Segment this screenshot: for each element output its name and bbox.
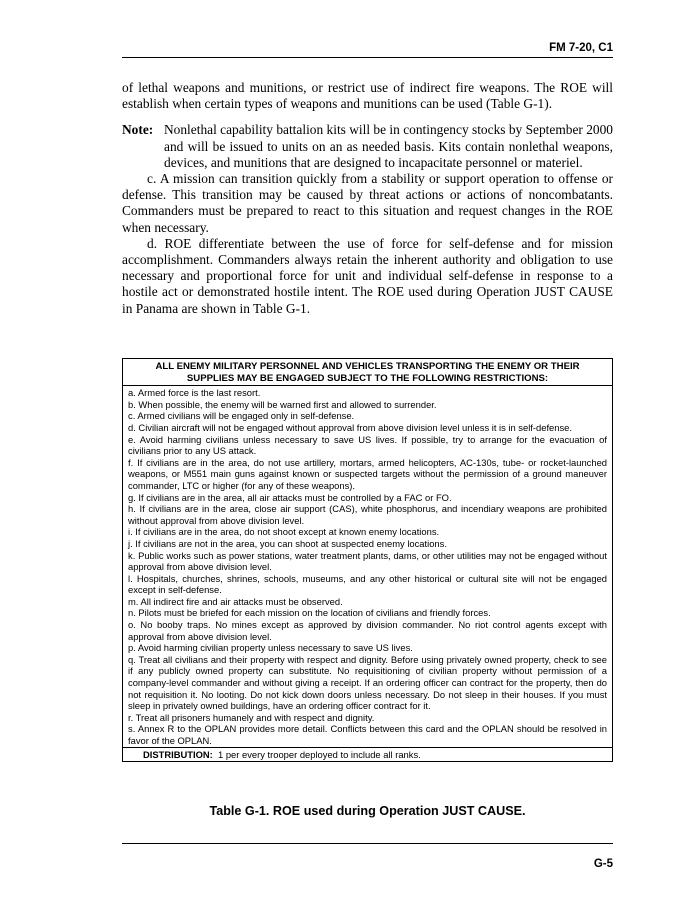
roe-item-i: i. If civilians are in the area, do not shoot except at known enemy locations. (128, 526, 440, 538)
roe-item-q: q. Treat all civilians and their property with respect and dignity. Before using privately owned property, check to see if any publicly owned property can substitute. No requisitioning of civilian property without permission of a company-level commander and without giving a receipt. If an ordering officer can contract for the property, then do not requisition it. No looting. Do not kick down doors unless necessary. Do not sleep in their houses. If you must sleep in privately owned buildings, have an ordering officer contract for it. (128, 653, 607, 712)
roe-item-k: k. Public works such as power stations, water treatment plants, dams, or other utilities may not be engaged without approval from above division level. (128, 549, 607, 573)
roe-item-b: b. When possible, the enemy will be warned first and allowed to surrender. (128, 398, 437, 410)
roe-item-n: n. Pilots must be briefed for each mission on the location of civilians and friendly forces. (128, 607, 491, 619)
note-block (122, 122, 613, 171)
roe-item-d: d. Civilian aircraft will not be engaged without approval from above division level unless it is in self-defense. (128, 421, 572, 433)
footer-rule (122, 843, 613, 844)
roe-item-c: c. Armed civilians will be engaged only in self-defense. (128, 410, 355, 422)
roe-item-h: h. If civilians are in the area, close air support (CAS), white phosphorus, and incendiary weapons are prohibited without approval from above division level. (128, 503, 607, 526)
document-id: FM 7-20, C1 (549, 42, 613, 54)
roe-item-g: g. If civilians are in the area, all air attacks must be controlled by a FAC or FO. (128, 491, 452, 503)
distribution-row (123, 747, 612, 762)
header-rule (122, 57, 613, 58)
roe-item-p: p. Avoid harming civilian property unless necessary to save US lives. (128, 642, 413, 654)
roe-item-s: s. Annex R to the OPLAN provides more detail. Conflicts between this card and the OPLAN should be resolved in favor of the OPLAN. (128, 723, 607, 746)
body-text (122, 80, 613, 317)
distribution-label: DISTRIBUTION: (143, 748, 213, 760)
roe-item-j: j. If civilians are not in the area, you can shoot at suspected enemy locations. (128, 537, 447, 549)
paragraph-d: d. ROE differentiate between the use of force for self-defense and for mission accomplishment. Commanders always retain the inherent authority and obligation to use necessary and proportional force for unit and individual self-defense in response to a hostile act or demonstrated hostile intent. The ROE used during Operation JUST CAUSE in Panama are shown in Table G-1. (122, 235, 613, 316)
intro-paragraph: of lethal weapons and munitions, or restrict use of indirect fire weapons. The ROE will establish when certain types of weapons and munitions can be used (Table G-1). (122, 80, 613, 112)
distribution-text: 1 per every trooper deployed to include all ranks. (218, 748, 421, 760)
roe-table (122, 358, 613, 762)
note-text: Nonlethal capability battalion kits will be in contingency stocks by September 2000 and will be issued to units on an as needed basis. Kits contain nonlethal weapons, devices, and munitions that are designed to incapacitate personnel or materiel. (164, 122, 613, 170)
roe-item-r: r. Treat all prisoners humanely and with respect and dignity. (128, 711, 375, 723)
page-number: G-5 (593, 858, 613, 870)
table-heading: ALL ENEMY MILITARY PERSONNEL AND VEHICLES TRANSPORTING THE ENEMY OR THEIR SUPPLIES MAY BE ENGAGED SUBJECT TO THE FOLLOWING RESTRICTIONS: (123, 359, 612, 386)
roe-item-f: f. If civilians are in the area, do not use artillery, mortars, armed helicopters, AC-130s, tube- or rocket-launched weapons, or M551 main guns against known or suspected targets without the permission of a ground maneuver commander, LTC or higher (for any of these weapons). (128, 456, 607, 491)
table-caption: Table G-1. ROE used during Operation JUST CAUSE. (209, 804, 526, 818)
note-label: Note: (122, 122, 154, 138)
roe-item-a: a. Armed force is the last resort. (128, 387, 261, 399)
paragraph-c: c. A mission can transition quickly from a stability or support operation to offense or defense. This transition may be caused by threat actions or actions of noncombatants. Commanders must be prepared to react to this situation and request changes in the ROE when necessary. (122, 171, 613, 235)
roe-list (123, 386, 612, 746)
roe-item-o: o. No booby traps. No mines except as approved by division commander. No riot control agents except with approval from above division level. (128, 619, 607, 642)
roe-item-l: l. Hospitals, churches, shrines, schools, museums, and any other historical or cultural site will not be engaged except in self-defense. (128, 572, 607, 596)
roe-item-e: e. Avoid harming civilians unless necessary to save US lives. If possible, try to arrange for the evacuation of civilians prior to any US attack. (128, 433, 607, 457)
roe-item-m: m. All indirect fire and air attacks must be observed. (128, 595, 343, 607)
